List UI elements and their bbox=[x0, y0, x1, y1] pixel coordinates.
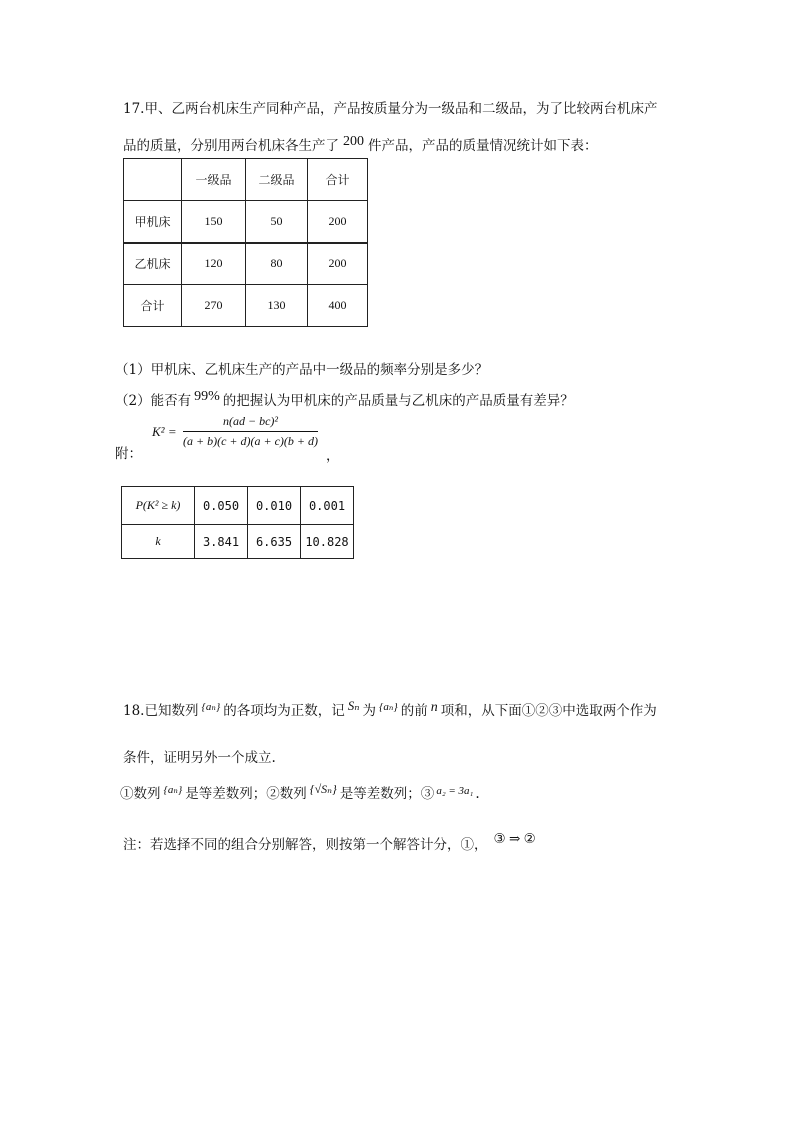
table-cell: 270 bbox=[182, 285, 246, 327]
q17-frequency-table bbox=[123, 158, 368, 327]
table-cell: 0.001 bbox=[301, 487, 354, 525]
q18-text: . bbox=[475, 786, 480, 802]
sequence-symbol: {aₙ} bbox=[379, 701, 398, 713]
table-cell: 200 bbox=[308, 201, 368, 243]
sum-symbol: Sₙ bbox=[347, 698, 360, 713]
table-cell: 50 bbox=[246, 201, 308, 243]
formula-fraction bbox=[183, 414, 318, 449]
n-symbol: n bbox=[430, 700, 438, 715]
q17-confidence: 99% bbox=[194, 389, 220, 404]
q17-line2 bbox=[123, 134, 598, 155]
table-header-row bbox=[124, 159, 368, 201]
q17-part1: （1）甲机床、乙机床生产的产品中一级品的频率分别是多少？ bbox=[115, 362, 489, 378]
q18-text: 项和，从下面①②③中选取两个作为 bbox=[440, 703, 657, 719]
q18-text: 为 bbox=[362, 703, 377, 719]
table-header-cell: 合计 bbox=[308, 159, 368, 201]
table-cell: 3.841 bbox=[195, 525, 248, 559]
table-row bbox=[124, 243, 368, 285]
critical-value-table bbox=[121, 486, 354, 559]
table-row bbox=[122, 487, 354, 525]
table-header-cell: 二级品 bbox=[246, 159, 308, 201]
q17-part2-text-b: 的把握认为甲机床的产品质量与乙机床的产品质量有差异？ bbox=[222, 393, 574, 409]
q18-text: 18.已知数列 bbox=[123, 703, 199, 719]
table-row bbox=[124, 285, 368, 327]
q18-text: 的前 bbox=[400, 703, 428, 719]
q18-implication: ③ ⇒ ② bbox=[493, 831, 536, 846]
condition-3-formula: a₂ = 3a₁ bbox=[436, 785, 474, 797]
table-cell: 6.635 bbox=[248, 525, 301, 559]
q18-text: 是等差数列；③ bbox=[339, 786, 435, 802]
sqrt-sequence-symbol: {√Sₙ} bbox=[309, 782, 337, 796]
table-cell bbox=[124, 159, 182, 201]
formula-comma: ， bbox=[326, 448, 340, 464]
table-cell: 200 bbox=[308, 243, 368, 285]
q17-line2-text-a: 品的质量，分别用两台机床各生产了 bbox=[123, 138, 339, 154]
table-cell: 400 bbox=[308, 285, 368, 327]
formula-lhs: K² = bbox=[152, 424, 177, 439]
table-cell: 10.828 bbox=[301, 525, 354, 559]
q17-count: 200 bbox=[343, 134, 364, 149]
table-cell: 120 bbox=[182, 243, 246, 285]
table-cell: 0.050 bbox=[195, 487, 248, 525]
table-row bbox=[124, 201, 368, 243]
q18-text: 是等差数列；②数列 bbox=[185, 786, 307, 802]
q18-text: ①数列 bbox=[120, 786, 161, 802]
table-row bbox=[122, 525, 354, 559]
q17-line1: 17.甲、乙两台机床生产同种产品，产品按质量分为一级品和二级品，为了比较两台机床产 bbox=[123, 101, 658, 117]
q18-note bbox=[123, 833, 536, 853]
table-header-cell: 一级品 bbox=[182, 159, 246, 201]
sequence-symbol: {aₙ} bbox=[201, 701, 221, 713]
table-row-label: 甲机床 bbox=[124, 201, 182, 243]
table-cell: 150 bbox=[182, 201, 246, 243]
q18-note-text: 注：若选择不同的组合分别解答，则按第一个解答计分，①， bbox=[123, 837, 488, 853]
table-cell: 80 bbox=[246, 243, 308, 285]
table-row-label: k bbox=[122, 525, 195, 559]
q18-text: 的各项均为正数，记 bbox=[223, 703, 345, 719]
table-cell: 130 bbox=[246, 285, 308, 327]
table-cell: 0.010 bbox=[248, 487, 301, 525]
q17-part2-text-a: （2）能否有 bbox=[115, 393, 192, 409]
q17-line2-text-b: 件产品，产品的质量情况统计如下表： bbox=[368, 138, 598, 154]
q18-conditions bbox=[120, 782, 480, 802]
table-row-label: 合计 bbox=[124, 285, 182, 327]
q18-line1 bbox=[123, 699, 657, 720]
formula-frac bbox=[183, 414, 318, 449]
q18-line2: 条件，证明另外一个成立. bbox=[123, 750, 276, 766]
q17-part2 bbox=[115, 389, 574, 410]
table-row-label: 乙机床 bbox=[124, 243, 182, 285]
formula-denominator: (a + b)(c + d)(a + c)(b + d) bbox=[183, 434, 319, 448]
table-row-label: P(K² ≥ k) bbox=[122, 487, 195, 525]
formula-numerator: n(ad − bc)² bbox=[183, 414, 318, 432]
appendix-label: 附： bbox=[115, 446, 142, 462]
sequence-symbol: {aₙ} bbox=[163, 784, 183, 796]
